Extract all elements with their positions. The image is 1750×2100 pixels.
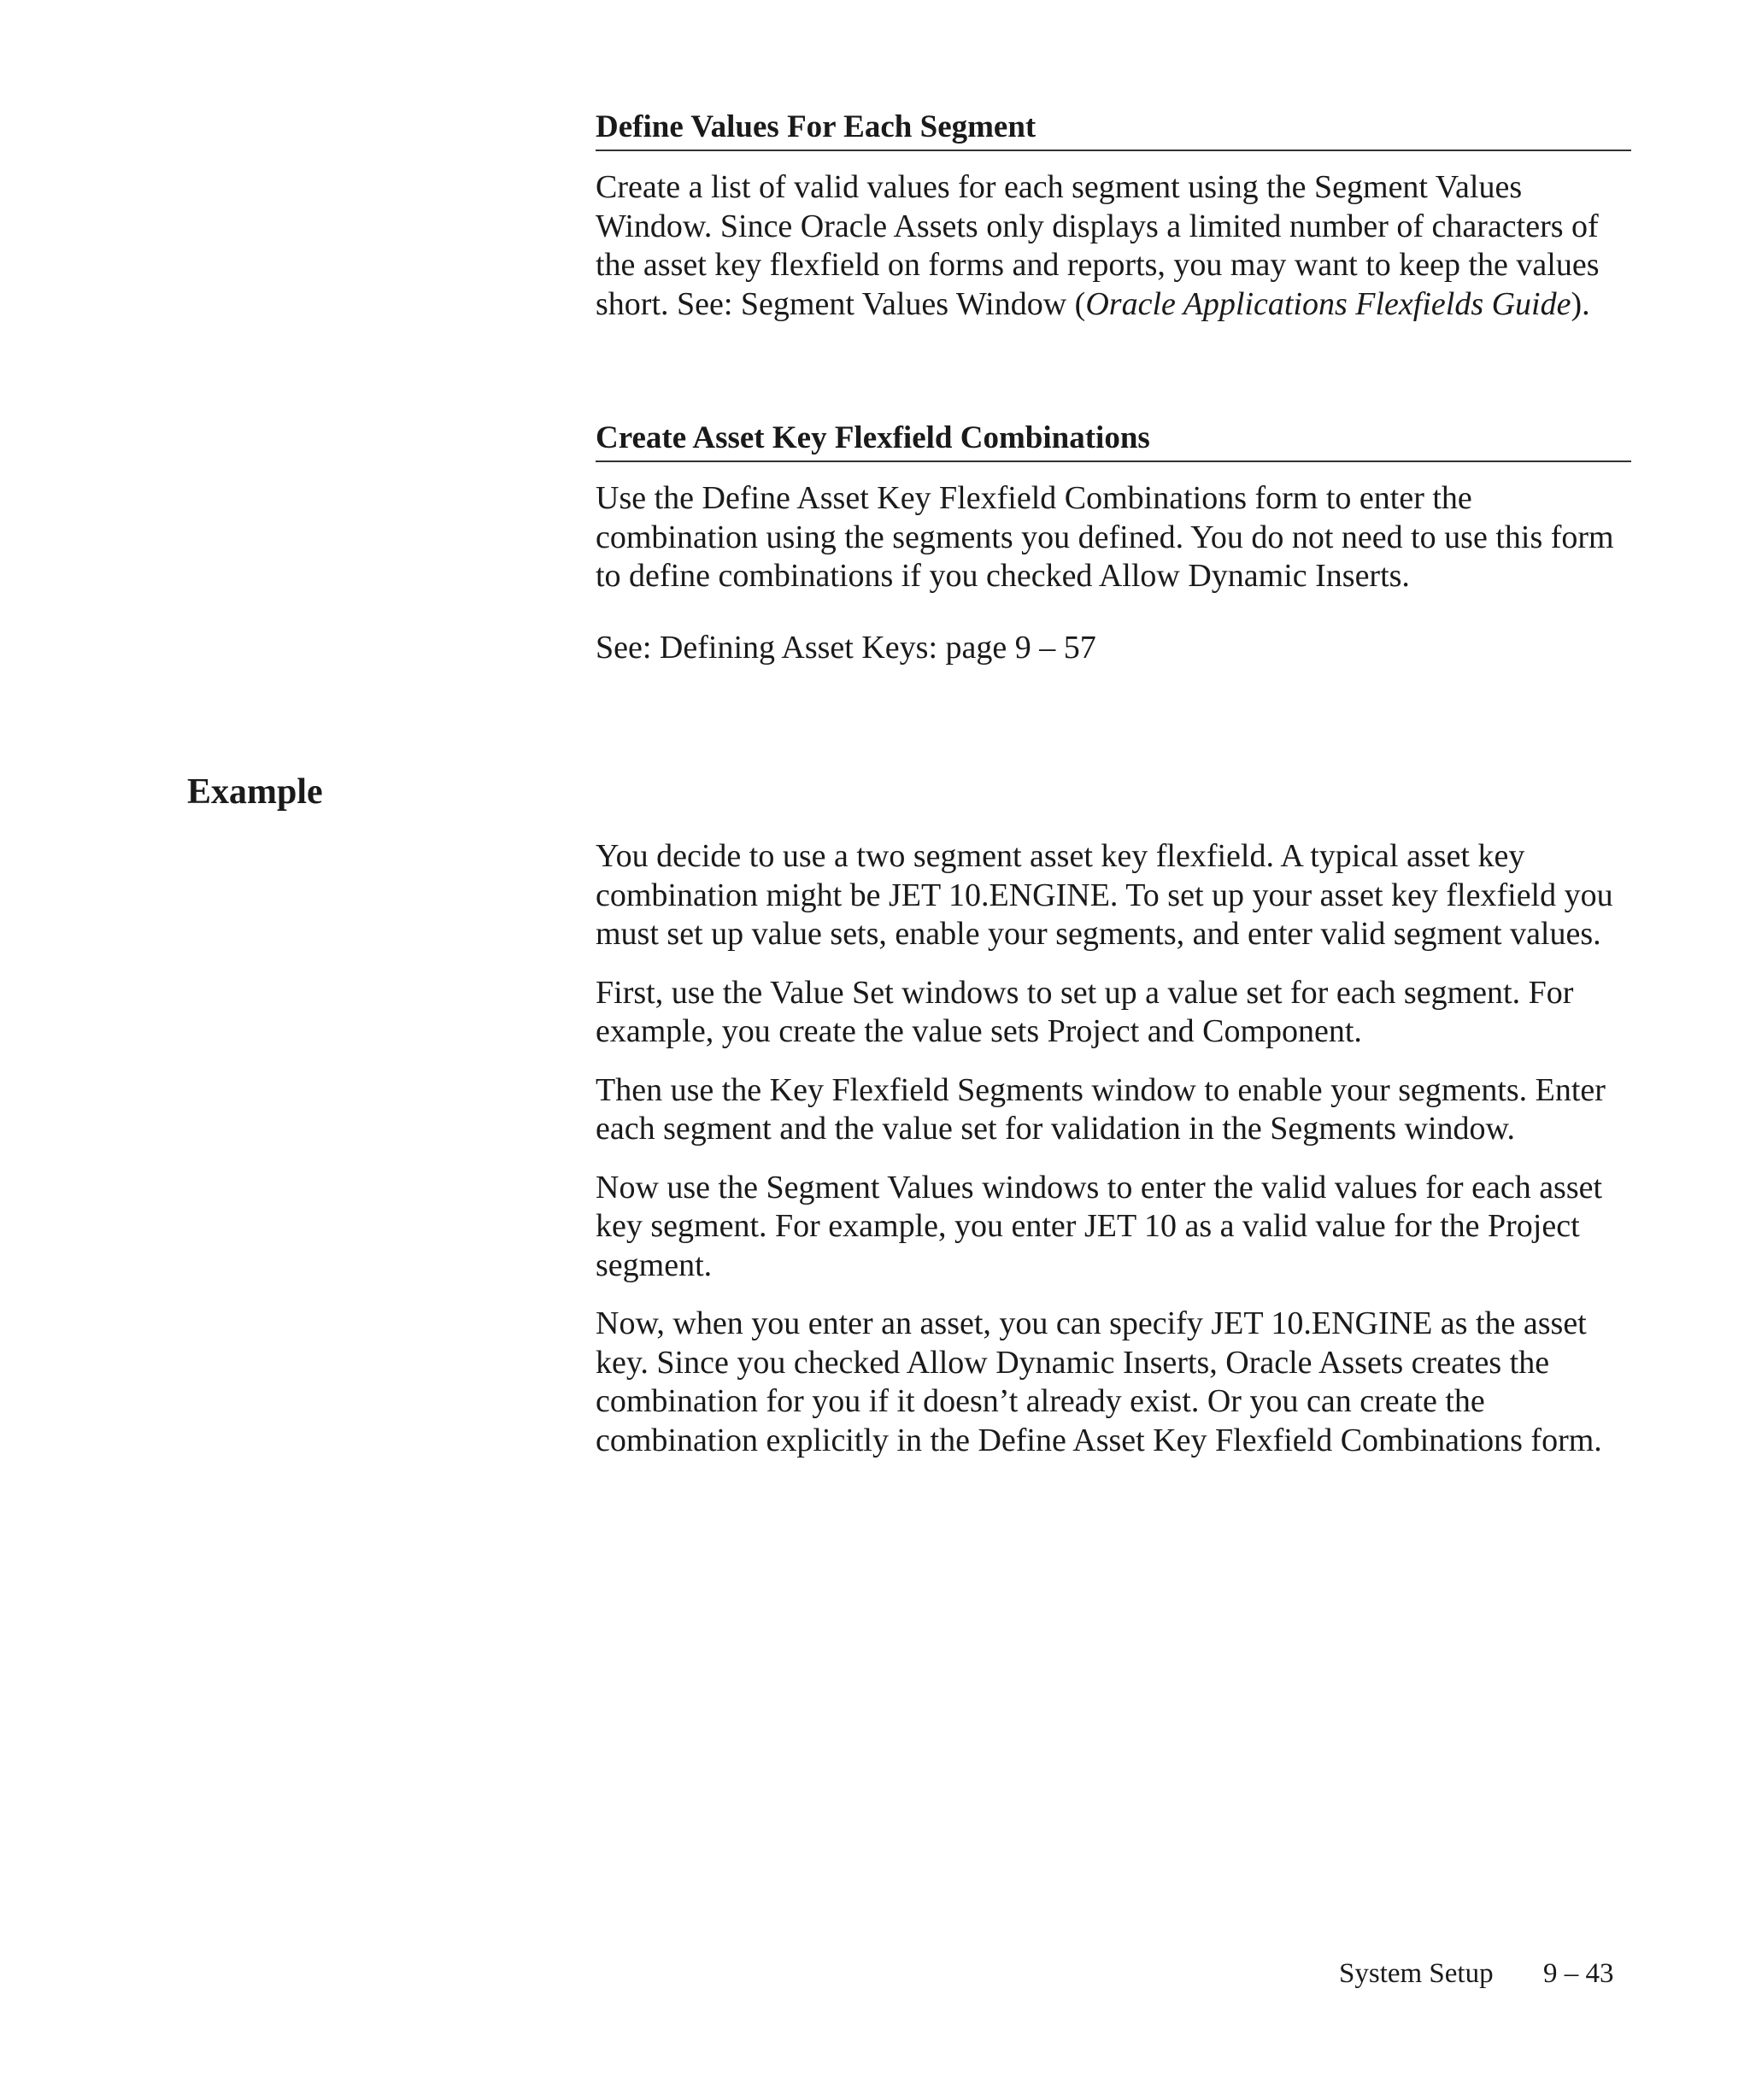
- example-paragraph: You decide to use a two segment asset key flexfield. A typical asset key combination might be JET 10.ENGINE. To set up your asset key flexfield you must set up value sets, enable your segments, and enter valid segment values.: [596, 838, 1613, 952]
- cross-reference: See: Defining Asset Keys: page 9 – 57: [596, 629, 1096, 666]
- example-body: [596, 837, 1631, 1460]
- example-heading: Example: [187, 772, 323, 812]
- paragraph-text-end: ).: [1571, 285, 1590, 322]
- section-create-combinations: [596, 419, 1631, 667]
- example-paragraph: First, use the Value Set windows to set up a value set for each segment. For example, you create the value sets Project and Component.: [596, 974, 1574, 1049]
- paragraph-text: Create a list of valid values for each segment using the Segment Values Window. Since Oracle Assets only displays a limited number of characters of the asset key flexfield on forms and reports, you may want to keep the values short. See: Segment Values Window (: [596, 169, 1600, 322]
- section-paragraph: Use the Define Asset Key Flexfield Combinations form to enter the combination using the segments you defined. You do not need to use this form to define combinations if you checked Allow Dynamic Inserts.: [596, 480, 1614, 594]
- example-paragraph: Now, when you enter an asset, you can specify JET 10.ENGINE as the asset key. Since you checked Allow Dynamic Inserts, Oracle Assets creates the combination for you if it doesn’t already exist. Or you can create the combination explicitly in the Define Asset Key Flexfield Combinations form.: [596, 1305, 1602, 1458]
- book-title: Oracle Applications Flexfields Guide: [1085, 285, 1571, 322]
- section-heading: Define Values For Each Segment: [596, 109, 1631, 151]
- footer-section-name: System Setup: [1339, 1958, 1494, 1989]
- footer-page-number: 9 – 43: [1543, 1958, 1614, 1989]
- example-paragraph: Then use the Key Flexfield Segments window to enable your segments. Enter each segment and the value set for validation in the Segments window.: [596, 1071, 1606, 1147]
- section-heading: Create Asset Key Flexfield Combinations: [596, 419, 1631, 462]
- example-paragraph: Now use the Segment Values windows to enter the valid values for each asset key segment. For example, you enter JET 10 as a valid value for the Project segment.: [596, 1169, 1603, 1283]
- section-define-values: [596, 109, 1631, 324]
- section-paragraph: [596, 168, 1631, 324]
